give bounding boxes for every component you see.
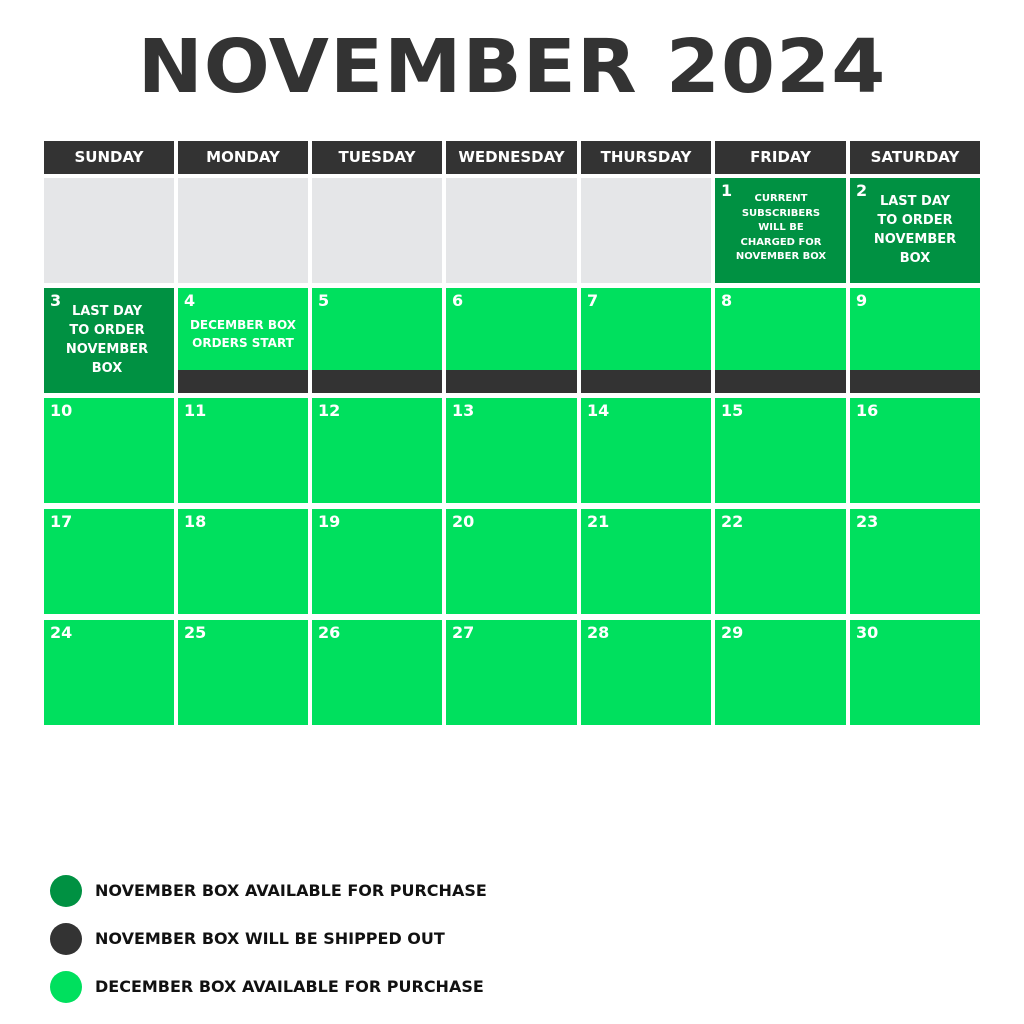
- weekday-header-friday: FRIDAY: [715, 141, 846, 174]
- day-cell-26: [312, 620, 442, 725]
- shipping-bar: [581, 370, 711, 393]
- empty-day-cell: [581, 178, 711, 283]
- day-number: 14: [587, 401, 610, 420]
- day-number: 17: [50, 512, 73, 531]
- day-cell-12: [312, 398, 442, 503]
- day-number: 10: [50, 401, 73, 420]
- legend-item-november-shipped: [50, 923, 650, 955]
- legend-item-november-available: [50, 875, 650, 907]
- legend-item-december-available: [50, 971, 650, 1003]
- shipping-bar: [446, 370, 577, 393]
- day-number: 9: [856, 291, 868, 310]
- day-number: 21: [587, 512, 610, 531]
- day-number: 3: [50, 291, 62, 310]
- day-number: 19: [318, 512, 341, 531]
- day-cell-16: [850, 398, 980, 503]
- day-cell-8: [715, 288, 846, 393]
- day-number: 6: [452, 291, 464, 310]
- day-cell-25: [178, 620, 308, 725]
- day-note-last-day-to-order: LAST DAY TO ORDER NOVEMBER BOX: [873, 194, 957, 266]
- day-cell-20: [446, 509, 577, 614]
- day-cell-15: [715, 398, 846, 503]
- day-cell-9: [850, 288, 980, 393]
- shipping-bar: [850, 370, 980, 393]
- weekday-header-tuesday: TUESDAY: [312, 141, 442, 174]
- shipping-bar: [312, 370, 442, 393]
- day-cell-24: [44, 620, 174, 725]
- day-cell-18: [178, 509, 308, 614]
- day-cell-28: [581, 620, 711, 725]
- day-number: 5: [318, 291, 330, 310]
- day-cell-29: [715, 620, 846, 725]
- day-number: 22: [721, 512, 744, 531]
- weekday-header-sunday: SUNDAY: [44, 141, 174, 174]
- empty-day-cell: [312, 178, 442, 283]
- day-cell-4: [178, 288, 308, 393]
- day-number: 30: [856, 623, 879, 642]
- day-number: 7: [587, 291, 599, 310]
- day-cell-5: [312, 288, 442, 393]
- day-cell-10: [44, 398, 174, 503]
- day-note-last-day-to-order: LAST DAY TO ORDER NOVEMBER BOX: [65, 304, 149, 376]
- day-cell-19: [312, 509, 442, 614]
- weekday-header-monday: MONDAY: [178, 141, 308, 174]
- day-note-charge-subscribers: CURRENT SUBSCRIBERS WILL BE CHARGED FOR NOVEMBER BOX: [735, 193, 827, 262]
- day-cell-6: [446, 288, 577, 393]
- legend-dot-icon: [50, 971, 82, 1003]
- day-cell-7: [581, 288, 711, 393]
- day-number: 29: [721, 623, 744, 642]
- day-number: 12: [318, 401, 341, 420]
- day-cell-21: [581, 509, 711, 614]
- day-cell-3: [44, 288, 174, 393]
- empty-day-cell: [178, 178, 308, 283]
- shipping-bar: [715, 370, 846, 393]
- day-cell-27: [446, 620, 577, 725]
- legend-label: DECEMBER BOX AVAILABLE FOR PURCHASE: [95, 977, 484, 996]
- day-number: 20: [452, 512, 475, 531]
- day-number: 1: [721, 181, 733, 200]
- day-number: 13: [452, 401, 475, 420]
- shipping-bar: [178, 370, 308, 393]
- legend-label: NOVEMBER BOX WILL BE SHIPPED OUT: [95, 929, 445, 948]
- empty-day-cell: [446, 178, 577, 283]
- empty-day-cell: [44, 178, 174, 283]
- day-number: 27: [452, 623, 475, 642]
- weekday-header-saturday: SATURDAY: [850, 141, 980, 174]
- day-number: 11: [184, 401, 207, 420]
- day-cell-23: [850, 509, 980, 614]
- day-cell-17: [44, 509, 174, 614]
- day-number: 18: [184, 512, 207, 531]
- legend-label: NOVEMBER BOX AVAILABLE FOR PURCHASE: [95, 881, 487, 900]
- day-note-december-orders-start: DECEMBER BOX ORDERS START: [189, 318, 297, 350]
- day-cell-11: [178, 398, 308, 503]
- day-cell-30: [850, 620, 980, 725]
- day-number: 24: [50, 623, 73, 642]
- day-number: 8: [721, 291, 733, 310]
- day-number: 15: [721, 401, 744, 420]
- day-number: 25: [184, 623, 207, 642]
- day-number: 23: [856, 512, 879, 531]
- legend-dot-icon: [50, 875, 82, 907]
- day-cell-2: [850, 178, 980, 283]
- weekday-header-thursday: THURSDAY: [581, 141, 711, 174]
- day-number: 4: [184, 291, 196, 310]
- day-number: 16: [856, 401, 879, 420]
- day-number: 28: [587, 623, 610, 642]
- day-number: 26: [318, 623, 341, 642]
- day-number: 2: [856, 181, 868, 200]
- calendar-title: NOVEMBER 2024: [137, 24, 887, 110]
- day-cell-1: [715, 178, 846, 283]
- day-cell-13: [446, 398, 577, 503]
- day-cell-14: [581, 398, 711, 503]
- day-cell-22: [715, 509, 846, 614]
- weekday-header-wednesday: WEDNESDAY: [446, 141, 577, 174]
- legend-dot-icon: [50, 923, 82, 955]
